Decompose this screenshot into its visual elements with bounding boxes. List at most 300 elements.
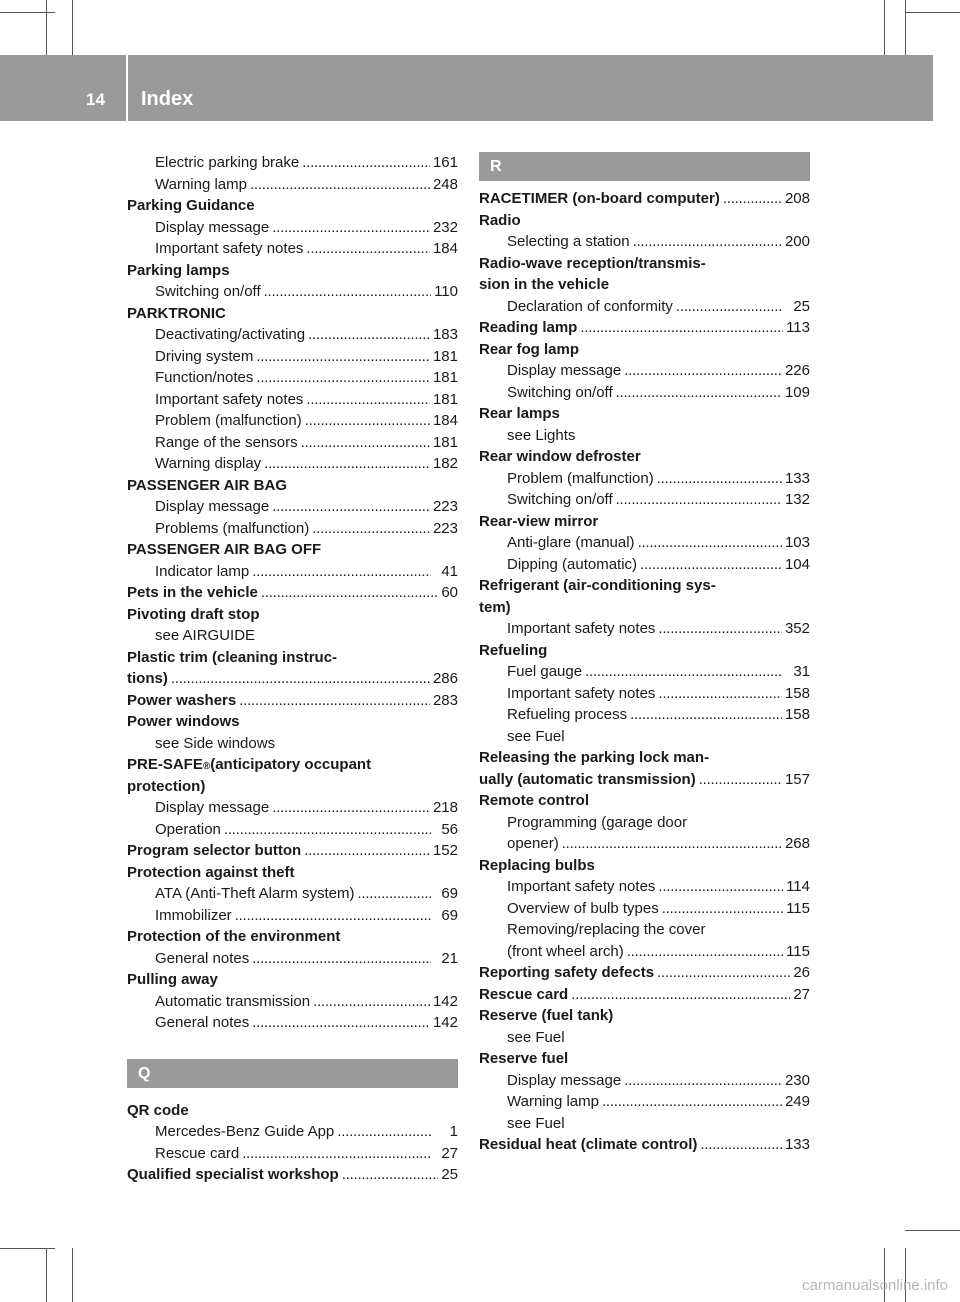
index-column-left bbox=[127, 152, 458, 1186]
index-entry bbox=[127, 582, 458, 604]
index-entry-text: sion in the vehicle bbox=[479, 276, 610, 293]
index-entry-text: QR code bbox=[127, 1101, 189, 1119]
leader-dots bbox=[630, 704, 782, 726]
leader-dots bbox=[658, 876, 783, 898]
page-reference: 232 bbox=[432, 218, 458, 236]
index-entry-text: (front wheel arch) bbox=[507, 942, 624, 960]
page-reference: 27 bbox=[441, 1144, 458, 1162]
page-title: Index bbox=[141, 88, 194, 110]
index-entry-text: Rescue card bbox=[479, 985, 569, 1003]
leader-dots bbox=[264, 281, 431, 303]
index-entry bbox=[127, 604, 458, 626]
index-entry-text: Important safety notes bbox=[507, 878, 656, 895]
leader-dots bbox=[700, 1134, 782, 1156]
index-entry-text: Dipping (automatic) bbox=[507, 555, 638, 573]
page-reference: 226 bbox=[784, 362, 810, 379]
leader-dots bbox=[252, 1012, 430, 1034]
page-reference: 223 bbox=[432, 498, 458, 515]
page-reference: 158 bbox=[784, 706, 810, 723]
index-entry-text: see Fuel bbox=[507, 1114, 565, 1132]
page-reference: 181 bbox=[432, 347, 458, 365]
leader-dots bbox=[242, 1143, 431, 1165]
index-entry-text: Rear lamps bbox=[479, 405, 560, 422]
index-entry bbox=[479, 489, 810, 511]
index-entry bbox=[127, 217, 458, 239]
index-entry bbox=[127, 324, 458, 346]
index-entry bbox=[127, 819, 458, 841]
page-reference: 27 bbox=[793, 985, 810, 1003]
page-reference: 283 bbox=[432, 691, 458, 709]
page-reference: 157 bbox=[784, 770, 810, 788]
crop-mark bbox=[905, 12, 960, 13]
index-entry bbox=[479, 941, 810, 963]
entries-list-q bbox=[127, 1100, 458, 1186]
index-entry bbox=[479, 382, 810, 404]
index-entry bbox=[127, 948, 458, 970]
index-entry bbox=[479, 984, 810, 1006]
leader-dots bbox=[301, 432, 430, 454]
index-entry-text: Pets in the vehicle bbox=[127, 584, 258, 601]
page-reference: 142 bbox=[432, 1014, 458, 1031]
index-entry-text: see Fuel bbox=[507, 727, 565, 745]
index-entry-text: PRE-SAFE bbox=[127, 756, 203, 773]
index-entry bbox=[479, 274, 810, 296]
index-entry bbox=[479, 231, 810, 253]
entries-list-p bbox=[127, 152, 458, 1034]
index-entry-text: Fuel gauge bbox=[507, 663, 583, 680]
index-entry bbox=[479, 511, 810, 533]
leader-dots bbox=[272, 217, 430, 239]
index-entry bbox=[127, 453, 458, 475]
index-entry-text: Power washers bbox=[127, 691, 237, 709]
leader-dots bbox=[562, 833, 782, 855]
index-entry bbox=[127, 733, 458, 755]
index-entry-text: Rear window defroster bbox=[479, 448, 641, 465]
page-reference: 183 bbox=[432, 326, 458, 343]
index-entry bbox=[127, 518, 458, 540]
page-reference: 286 bbox=[432, 670, 458, 687]
section-header-q: Q bbox=[127, 1059, 458, 1088]
page-reference: 1 bbox=[449, 1123, 458, 1140]
leader-dots bbox=[302, 152, 430, 174]
index-entry bbox=[479, 532, 810, 554]
index-entry: PRE-SAFE ® (anticipatory occupant bbox=[127, 754, 458, 776]
index-entry-text: Plastic trim (cleaning instruc- bbox=[127, 648, 338, 666]
index-entry bbox=[127, 174, 458, 196]
leader-dots bbox=[337, 1121, 431, 1143]
index-entry bbox=[479, 360, 810, 382]
index-entry-text: Program selector button bbox=[127, 842, 302, 859]
leader-dots bbox=[171, 668, 430, 690]
index-entry-text: see Side windows bbox=[155, 734, 276, 752]
page-reference: 352 bbox=[784, 620, 810, 637]
index-entry bbox=[127, 367, 458, 389]
leader-dots bbox=[657, 962, 790, 984]
leader-dots bbox=[580, 317, 783, 339]
index-entry-text: Parking Guidance bbox=[127, 197, 255, 214]
index-entry-text: Important safety notes bbox=[507, 620, 656, 637]
index-entry-text: Reporting safety defects bbox=[479, 964, 655, 981]
crop-mark bbox=[884, 0, 885, 55]
index-entry bbox=[127, 475, 458, 497]
page-reference: 223 bbox=[432, 519, 458, 537]
index-entry bbox=[479, 1027, 810, 1049]
index-entry-text: PASSENGER AIR BAG OFF bbox=[127, 541, 322, 558]
index-entry-text: Rear fog lamp bbox=[479, 340, 580, 358]
index-entry-text: Pivoting draft stop bbox=[127, 605, 260, 623]
index-entry-text: Selecting a station bbox=[507, 233, 630, 250]
index-entry bbox=[127, 797, 458, 819]
index-entry bbox=[479, 446, 810, 468]
index-entry bbox=[127, 647, 458, 669]
index-entry bbox=[479, 855, 810, 877]
index-entry-text: Immobilizer bbox=[155, 906, 232, 924]
leader-dots bbox=[638, 532, 782, 554]
index-entry bbox=[127, 152, 458, 174]
index-entry bbox=[479, 1134, 810, 1156]
index-entry bbox=[127, 346, 458, 368]
index-entry-text: Protection of the environment bbox=[127, 928, 341, 945]
index-entry bbox=[127, 539, 458, 561]
page-reference: 41 bbox=[441, 562, 458, 580]
index-entry bbox=[127, 1143, 458, 1165]
index-entry-text: Warning lamp bbox=[507, 1093, 599, 1110]
index-entry bbox=[127, 883, 458, 905]
index-entry-text: Residual heat (climate control) bbox=[479, 1136, 698, 1153]
index-entry bbox=[127, 238, 458, 260]
index-entry-text: Programming (garage door bbox=[507, 813, 688, 831]
index-entry-text: Reading lamp bbox=[479, 319, 578, 336]
index-entry-text: Rescue card bbox=[155, 1144, 240, 1162]
index-entry-text: Refueling process bbox=[507, 706, 628, 723]
page-reference: 114 bbox=[786, 878, 810, 895]
index-entry-text: Display message bbox=[155, 218, 270, 236]
index-entry-text: Electric parking brake bbox=[155, 154, 300, 171]
leader-dots bbox=[624, 360, 782, 382]
index-entry-text: ually (automatic transmission) bbox=[479, 770, 696, 788]
page-reference: 132 bbox=[784, 491, 810, 508]
index-entry-text: Range of the sensors bbox=[155, 433, 298, 451]
index-entry-text: Pulling away bbox=[127, 971, 218, 988]
leader-dots bbox=[657, 468, 782, 490]
index-entry-text: General notes bbox=[155, 1014, 250, 1031]
crop-mark bbox=[905, 1230, 960, 1231]
leader-dots bbox=[357, 883, 431, 905]
index-entry bbox=[479, 769, 810, 791]
index-entry bbox=[479, 1070, 810, 1092]
index-entry bbox=[479, 296, 810, 318]
leader-dots bbox=[272, 797, 430, 819]
index-column-right bbox=[479, 152, 810, 1156]
index-entry bbox=[479, 253, 810, 275]
page-reference: 60 bbox=[441, 584, 458, 601]
index-entry bbox=[127, 496, 458, 518]
index-entry-text: Problem (malfunction) bbox=[155, 412, 302, 429]
index-entry-text: Display message bbox=[155, 498, 270, 515]
leader-dots bbox=[699, 769, 782, 791]
index-entry bbox=[479, 898, 810, 920]
index-entry bbox=[479, 425, 810, 447]
index-entry-text: RACETIMER (on-board computer) bbox=[479, 190, 720, 207]
leader-dots bbox=[306, 389, 430, 411]
index-entry-text: Driving system bbox=[155, 347, 254, 365]
index-entry-text: Display message bbox=[507, 1071, 622, 1089]
leader-dots bbox=[256, 346, 430, 368]
leader-dots bbox=[627, 941, 783, 963]
page-number: 14 bbox=[86, 90, 105, 109]
page-reference: 109 bbox=[784, 383, 810, 401]
page-reference: 181 bbox=[432, 390, 458, 408]
page-reference: 115 bbox=[786, 942, 810, 960]
index-entry-text: Declaration of conformity bbox=[507, 297, 673, 315]
index-entry-text: protection) bbox=[127, 777, 206, 795]
index-entry-text: Mercedes-Benz Guide App bbox=[155, 1123, 335, 1140]
index-entry bbox=[479, 812, 810, 834]
index-entry bbox=[479, 790, 810, 812]
index-entry bbox=[479, 317, 810, 339]
leader-dots bbox=[616, 382, 782, 404]
leader-dots bbox=[256, 367, 430, 389]
crop-mark bbox=[905, 0, 906, 55]
index-entry-text: Problem (malfunction) bbox=[507, 469, 654, 487]
index-entry bbox=[127, 303, 458, 325]
page-reference: 248 bbox=[432, 175, 458, 193]
index-entry-text: Reserve fuel bbox=[479, 1050, 569, 1067]
page-reference: 200 bbox=[784, 233, 810, 250]
index-entry bbox=[127, 410, 458, 432]
crop-mark bbox=[72, 0, 73, 55]
page-reference: 218 bbox=[432, 799, 458, 816]
leader-dots bbox=[252, 948, 431, 970]
leader-dots bbox=[662, 898, 783, 920]
index-entry-text: see AIRGUIDE bbox=[155, 627, 256, 644]
leader-dots bbox=[250, 174, 430, 196]
leader-dots bbox=[571, 984, 790, 1006]
index-entry-text: Function/notes bbox=[155, 369, 254, 386]
index-entry-text: tions) bbox=[127, 670, 168, 687]
page-reference: 69 bbox=[441, 885, 458, 902]
leader-dots bbox=[272, 496, 430, 518]
index-entry bbox=[127, 1121, 458, 1143]
leader-dots bbox=[308, 324, 430, 346]
page-reference: 25 bbox=[793, 297, 810, 315]
page-reference: 115 bbox=[786, 899, 810, 917]
page-reference: 161 bbox=[432, 154, 458, 171]
page-reference: 181 bbox=[432, 369, 458, 386]
index-entry-text: Indicator lamp bbox=[155, 562, 250, 580]
leader-dots bbox=[624, 1070, 782, 1092]
index-entry bbox=[127, 195, 458, 217]
index-entry bbox=[127, 862, 458, 884]
leader-dots bbox=[585, 661, 783, 683]
index-entry bbox=[479, 403, 810, 425]
page-reference: 182 bbox=[432, 455, 458, 472]
index-entry-text: Anti-glare (manual) bbox=[507, 534, 635, 551]
page-reference: 21 bbox=[441, 949, 458, 967]
page-reference: 184 bbox=[432, 240, 458, 257]
index-entry-text: PASSENGER AIR BAG bbox=[127, 476, 288, 494]
index-entry-text: see Fuel bbox=[507, 1028, 565, 1046]
leader-dots bbox=[640, 554, 782, 576]
index-entry bbox=[479, 468, 810, 490]
index-entry bbox=[479, 704, 810, 726]
index-entry-text: Parking lamps bbox=[127, 261, 230, 279]
index-entry-text: Switching on/off bbox=[155, 283, 261, 300]
page-reference: 133 bbox=[784, 469, 810, 487]
index-entry-text: see Lights bbox=[507, 426, 576, 444]
index-entry bbox=[479, 683, 810, 705]
page-reference: 184 bbox=[432, 412, 458, 429]
page-reference: 152 bbox=[432, 842, 458, 859]
page-reference: 268 bbox=[784, 835, 810, 852]
index-entry-text: Display message bbox=[507, 362, 622, 379]
leader-dots bbox=[304, 840, 430, 862]
index-entry bbox=[479, 1048, 810, 1070]
index-entry bbox=[127, 260, 458, 282]
index-entry bbox=[127, 969, 458, 991]
index-entry-text: opener) bbox=[507, 835, 559, 852]
index-entry bbox=[479, 919, 810, 941]
index-entry-text: tem) bbox=[479, 598, 511, 616]
index-entry-text: Switching on/off bbox=[507, 383, 613, 401]
index-entry-text: Automatic transmission bbox=[155, 992, 311, 1010]
index-entry bbox=[479, 962, 810, 984]
leader-dots bbox=[602, 1091, 782, 1113]
index-entry-text: Refueling bbox=[479, 641, 548, 659]
index-entry-text: Rear-view mirror bbox=[479, 512, 599, 530]
index-entry-text: Qualified specialist workshop bbox=[127, 1166, 339, 1183]
page-reference: 181 bbox=[432, 433, 458, 451]
index-entry-text: Warning lamp bbox=[155, 175, 247, 193]
page-reference: 133 bbox=[784, 1136, 810, 1153]
leader-dots bbox=[312, 518, 430, 540]
index-entry-text: PARKTRONIC bbox=[127, 304, 226, 322]
index-entry bbox=[479, 575, 810, 597]
index-entry-text: Warning display bbox=[155, 455, 262, 472]
index-entry bbox=[479, 554, 810, 576]
entries-list-r bbox=[479, 188, 810, 1156]
index-entry bbox=[127, 668, 458, 690]
index-entry-text: Switching on/off bbox=[507, 491, 613, 508]
index-entry-text: Problems (malfunction) bbox=[155, 519, 310, 537]
index-entry bbox=[479, 747, 810, 769]
index-entry bbox=[127, 776, 458, 798]
crop-mark bbox=[72, 1248, 73, 1302]
index-entry bbox=[479, 833, 810, 855]
index-entry bbox=[127, 281, 458, 303]
index-entry bbox=[479, 1005, 810, 1027]
page-reference: 113 bbox=[786, 319, 810, 336]
leader-dots bbox=[264, 453, 430, 475]
index-entry bbox=[479, 210, 810, 232]
leader-dots bbox=[224, 819, 431, 841]
leader-dots bbox=[306, 238, 430, 260]
index-entry-text: Operation bbox=[155, 820, 221, 838]
index-entry-text: Radio-wave reception/transmis- bbox=[479, 254, 706, 272]
index-entry-text: Display message bbox=[155, 799, 270, 816]
page-reference: 26 bbox=[793, 964, 810, 981]
leader-dots bbox=[239, 690, 430, 712]
index-entry-text: Important safety notes bbox=[155, 390, 304, 408]
index-entry bbox=[127, 690, 458, 712]
index-entry bbox=[479, 876, 810, 898]
crop-mark bbox=[46, 1248, 47, 1302]
page-reference: 69 bbox=[441, 906, 458, 924]
index-entry bbox=[127, 389, 458, 411]
crop-mark bbox=[46, 0, 47, 55]
index-entry bbox=[479, 1091, 810, 1113]
index-entry-text: Important safety notes bbox=[507, 684, 656, 702]
leader-dots bbox=[305, 410, 430, 432]
index-entry bbox=[479, 726, 810, 748]
leader-dots bbox=[342, 1164, 439, 1186]
page-reference: 249 bbox=[784, 1093, 810, 1110]
leader-dots bbox=[723, 188, 782, 210]
page-reference: 158 bbox=[784, 684, 810, 702]
page-reference: 31 bbox=[793, 663, 810, 680]
index-entry-text: Refrigerant (air-conditioning sys- bbox=[479, 577, 716, 594]
watermark: carmanualsonline.info bbox=[802, 1277, 948, 1294]
index-entry bbox=[127, 1012, 458, 1034]
index-entry-text: ATA (Anti-Theft Alarm system) bbox=[155, 885, 355, 902]
page-reference: 110 bbox=[434, 283, 458, 300]
leader-dots bbox=[658, 683, 782, 705]
index-entry bbox=[127, 561, 458, 583]
index-entry-text: Releasing the parking lock man- bbox=[479, 749, 710, 766]
index-entry bbox=[127, 926, 458, 948]
page-reference: 104 bbox=[784, 555, 810, 573]
page-reference: 25 bbox=[441, 1166, 458, 1183]
index-entry-text: Overview of bulb types bbox=[507, 899, 659, 917]
leader-dots bbox=[676, 296, 783, 318]
index-entry bbox=[127, 840, 458, 862]
header-divider bbox=[126, 55, 128, 121]
index-entry-text: Power windows bbox=[127, 713, 240, 730]
index-entry bbox=[479, 1113, 810, 1135]
index-entry bbox=[479, 661, 810, 683]
index-entry-text-cont: (anticipatory occupant bbox=[210, 756, 372, 773]
leader-dots bbox=[658, 618, 782, 640]
page-reference: 56 bbox=[441, 820, 458, 838]
index-entry bbox=[479, 188, 810, 210]
leader-dots bbox=[235, 905, 431, 927]
index-entry-text: Removing/replacing the cover bbox=[507, 921, 706, 938]
index-entry bbox=[127, 432, 458, 454]
index-entry bbox=[479, 339, 810, 361]
leader-dots bbox=[261, 582, 438, 604]
index-entry-text: General notes bbox=[155, 949, 250, 967]
index-entry-text: Reserve (fuel tank) bbox=[479, 1007, 614, 1024]
index-entry bbox=[127, 905, 458, 927]
section-header-r: R bbox=[479, 152, 810, 181]
index-entry bbox=[127, 1164, 458, 1186]
page-header-bar bbox=[0, 55, 933, 121]
index-entry bbox=[479, 640, 810, 662]
index-entry-text: Radio bbox=[479, 211, 521, 229]
index-entry-text: Important safety notes bbox=[155, 240, 304, 257]
page-reference: 208 bbox=[784, 190, 810, 207]
index-entry-text: Replacing bulbs bbox=[479, 856, 595, 874]
index-entry bbox=[479, 597, 810, 619]
index-entry-text: Remote control bbox=[479, 792, 590, 809]
index-entry bbox=[479, 618, 810, 640]
index-entry bbox=[127, 991, 458, 1013]
index-entry bbox=[127, 1100, 458, 1122]
index-entry bbox=[127, 711, 458, 733]
leader-dots bbox=[313, 991, 430, 1013]
index-entry-text: Protection against theft bbox=[127, 863, 295, 881]
leader-dots bbox=[633, 231, 782, 253]
